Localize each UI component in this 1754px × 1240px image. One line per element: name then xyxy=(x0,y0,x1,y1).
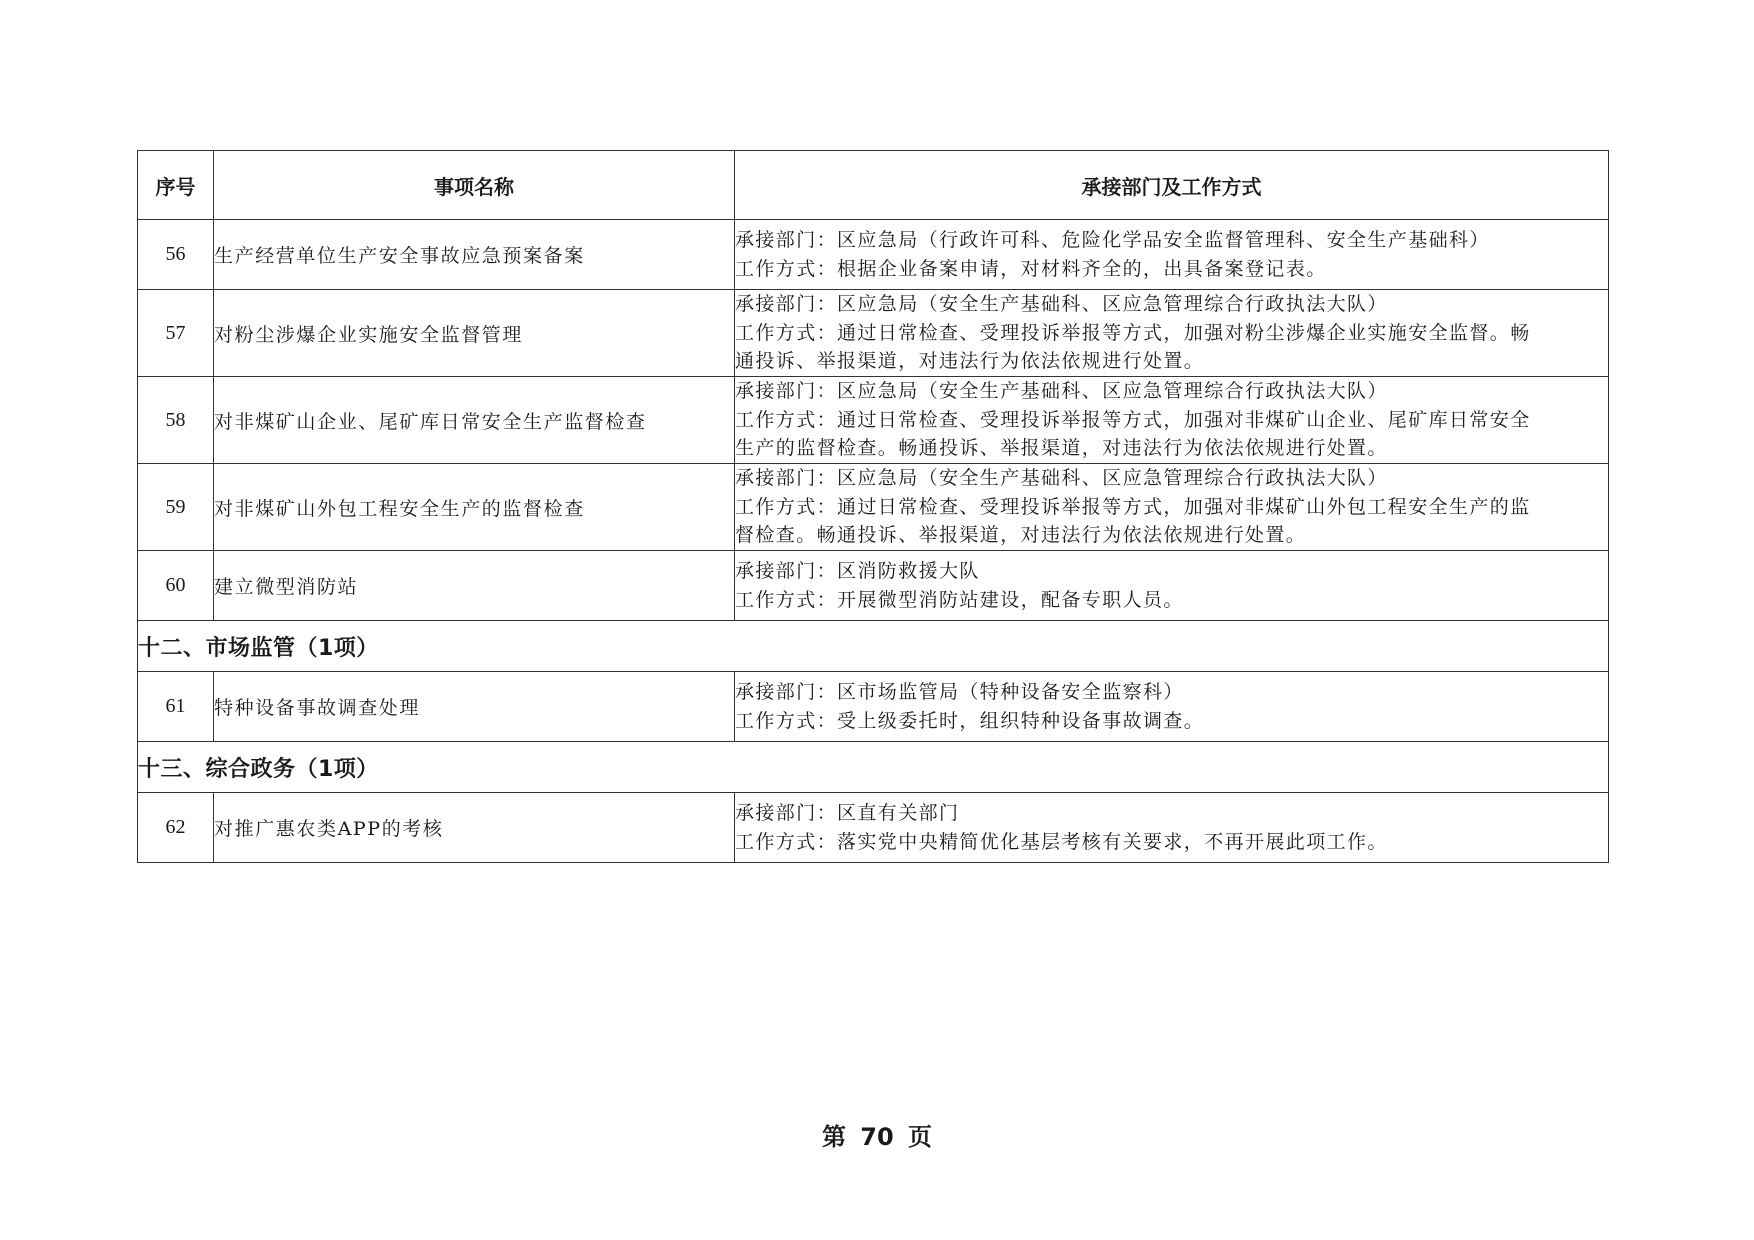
row-name: 对非煤矿山外包工程安全生产的监督检查 xyxy=(214,464,735,551)
row-dept-method xyxy=(735,290,1609,377)
row-name: 对非煤矿山企业、尾矿库日常安全生产监督检查 xyxy=(214,377,735,464)
method-line: 督检查。畅通投诉、举报渠道，对违法行为依法依规进行处置。 xyxy=(735,524,1307,547)
header-dept-method: 承接部门及工作方式 xyxy=(735,151,1609,220)
header-name: 事项名称 xyxy=(214,151,735,220)
row-seq: 59 xyxy=(138,464,214,551)
row-seq: 57 xyxy=(138,290,214,377)
method-line: 工作方式：通过日常检查、受理投诉举报等方式，加强对非煤矿山企业、尾矿库日常安全 xyxy=(735,408,1531,431)
row-name: 对推广惠农类APP的考核 xyxy=(214,793,735,863)
dept-line: 承接部门：区直有关部门 xyxy=(735,802,960,824)
dept-line: 承接部门：区应急局（安全生产基础科、区应急管理综合行政执法大队） xyxy=(735,293,1388,316)
method-line: 通投诉、举报渠道，对违法行为依法依规进行处置。 xyxy=(735,350,1205,373)
row-dept-method xyxy=(735,220,1609,290)
dept-line: 承接部门：区消防救援大队 xyxy=(735,560,980,582)
row-seq: 58 xyxy=(138,377,214,464)
row-name: 对粉尘涉爆企业实施安全监督管理 xyxy=(214,290,735,377)
section-heading-general-affairs: 十三、综合政务（1项） xyxy=(138,742,1609,793)
row-seq: 61 xyxy=(138,672,214,742)
table-header-row xyxy=(138,151,1609,220)
row-name: 特种设备事故调查处理 xyxy=(214,672,735,742)
section-heading-market-supervision: 十二、市场监管（1项） xyxy=(138,621,1609,672)
table-row xyxy=(138,220,1609,290)
table-row xyxy=(138,464,1609,551)
table-row xyxy=(138,793,1609,863)
dept-line: 承接部门：区应急局（安全生产基础科、区应急管理综合行政执法大队） xyxy=(735,380,1388,403)
dept-line: 承接部门：区应急局（行政许可科、危险化学品安全监督管理科、安全生产基础科） xyxy=(735,229,1490,251)
dept-line: 承接部门：区市场监管局（特种设备安全监察科） xyxy=(735,681,1184,703)
header-seq: 序号 xyxy=(138,151,214,220)
row-name: 建立微型消防站 xyxy=(214,551,735,621)
method-line: 工作方式：通过日常检查、受理投诉举报等方式，加强对粉尘涉爆企业实施安全监督。畅 xyxy=(735,321,1531,344)
method-line: 工作方式：受上级委托时，组织特种设备事故调查。 xyxy=(735,709,1205,732)
table-row xyxy=(138,377,1609,464)
items-table xyxy=(137,150,1609,863)
table-row xyxy=(138,551,1609,621)
method-line: 工作方式：根据企业备案申请，对材料齐全的，出具备案登记表。 xyxy=(735,257,1327,280)
row-dept-method xyxy=(735,464,1609,551)
row-dept-method xyxy=(735,793,1609,863)
table-row xyxy=(138,672,1609,742)
method-line: 生产的监督检查。畅通投诉、举报渠道，对违法行为依法依规进行处置。 xyxy=(735,437,1388,460)
row-name: 生产经营单位生产安全事故应急预案备案 xyxy=(214,220,735,290)
method-line: 工作方式：落实党中央精简优化基层考核有关要求，不再开展此项工作。 xyxy=(735,830,1388,853)
row-seq: 62 xyxy=(138,793,214,863)
row-seq: 56 xyxy=(138,220,214,290)
section-row xyxy=(138,621,1609,672)
page-number: 第 70 页 xyxy=(821,1123,933,1151)
section-row xyxy=(138,742,1609,793)
row-dept-method xyxy=(735,672,1609,742)
row-dept-method xyxy=(735,377,1609,464)
method-line: 工作方式：开展微型消防站建设，配备专职人员。 xyxy=(735,588,1184,611)
method-line: 工作方式：通过日常检查、受理投诉举报等方式，加强对非煤矿山外包工程安全生产的监 xyxy=(735,495,1531,518)
row-seq: 60 xyxy=(138,551,214,621)
table-row xyxy=(138,290,1609,377)
dept-line: 承接部门：区应急局（安全生产基础科、区应急管理综合行政执法大队） xyxy=(735,467,1388,490)
row-dept-method xyxy=(735,551,1609,621)
